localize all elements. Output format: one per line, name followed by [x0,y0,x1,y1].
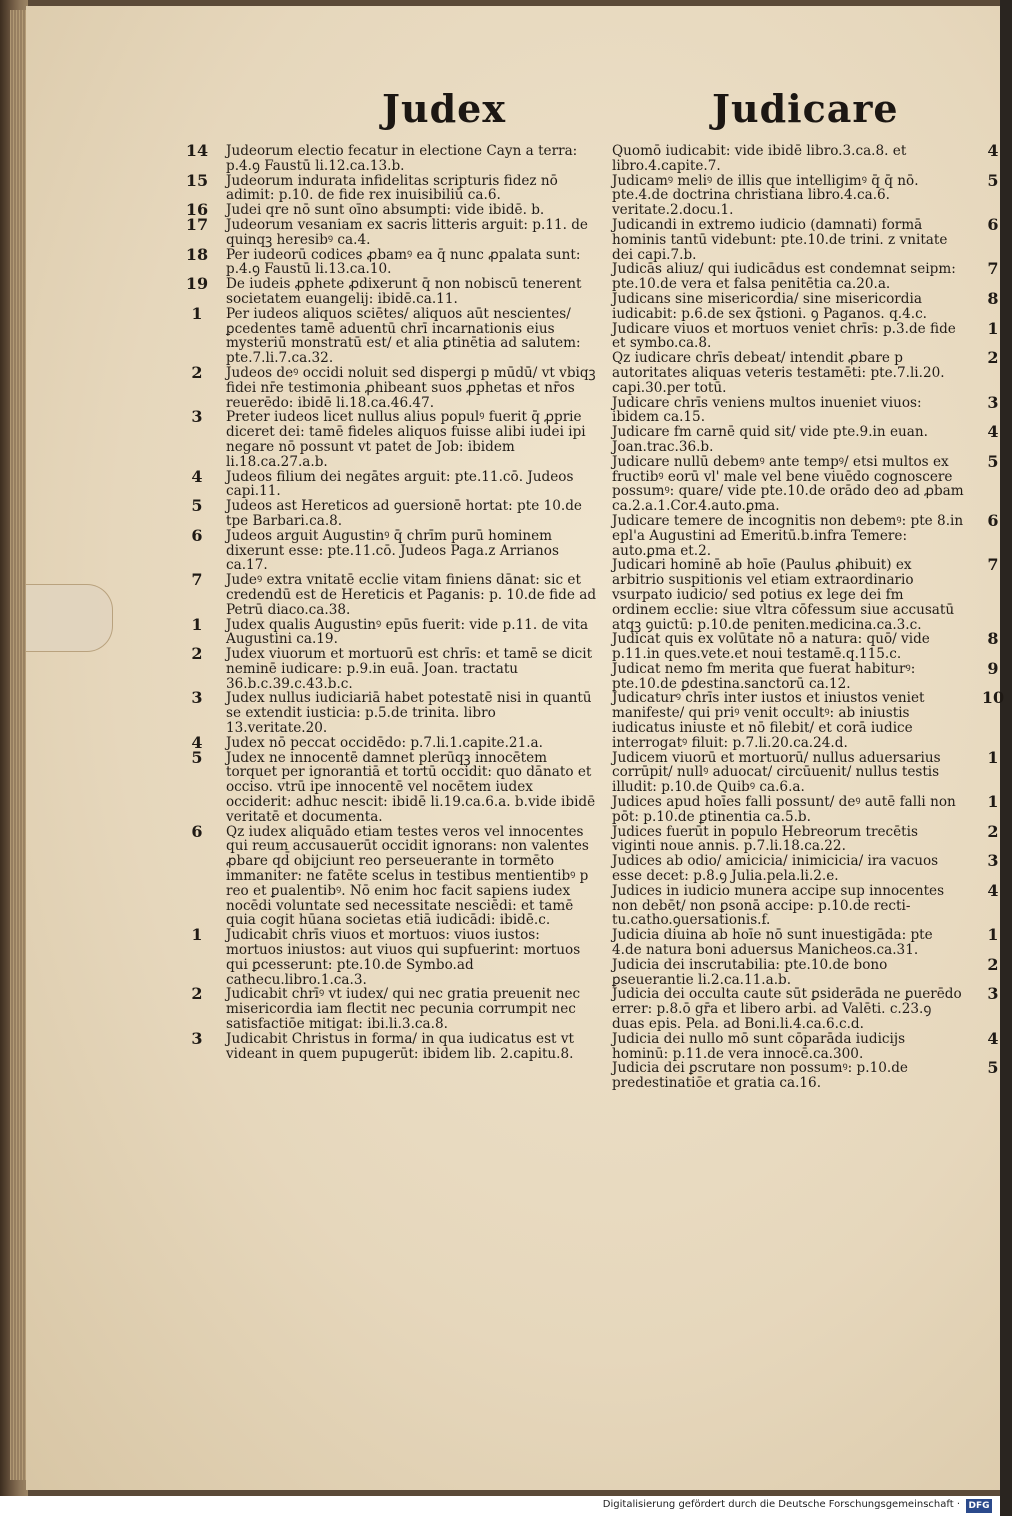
footer-bar [0,1496,1000,1516]
entry-text: Judicia dei occulta caute sūt ꝑsiderāda ne ꝑuerēdo errer: p.8.ō gr̄a et libero arbi. ad Valēti. c.23.ꝯ duas epis. Pela. ad Boni.li.4.ca.6.c.d. [612,986,962,1033]
entry-text: Judicare fm carnē quid sit/ vide pte.9.in euan. Joan.trac.36.b. [612,424,928,455]
index-entry [191,496,598,529]
entry-number: 3 [191,688,203,708]
entry-number: 1 [987,792,999,812]
index-entry [612,792,999,825]
index-entry [612,170,999,219]
entry-text: Judicamꝰ meliꝰ de illis que intelligimꝰ q̄ q̄ nō. pte.4.de doctrina christiana libro.4.ca.6. veritate.2.docu.1. [612,172,919,219]
entry-text: Judicari hominē ab hoīe (Paulus ꝓhibuit) ex arbitrio suspitionis vel etiam extraordinario vsurpato iudicio/ sed potius ex lege dei fm ordinem ecclie: siue vltra cōfessum siue accusatū atqꝫ ꝯuictū: p.10.de peniten.medicina.ca.3.c. [612,557,955,633]
index-entry [185,274,598,307]
index-entry [191,688,598,737]
entry-text: Judicās aliuz/ qui iudicādus est condemnat seipm: pte.10.de vera et falsa penitētia ca.20.a. [612,261,956,293]
index-entry [191,1028,598,1062]
entry-number: 3 [987,392,999,412]
entry-number: 2 [987,821,999,841]
index-entry [612,851,999,885]
bookmark-tab [26,584,113,652]
entry-number: 8 [987,288,999,308]
entry-text: Judeos ast Hereticos ad ꝯuersionē hortat: pte 10.de tpe Barbari.ca.8. [226,498,582,529]
index-entry [191,570,598,618]
entry-number: 2 [191,644,203,664]
index-entry [612,954,999,988]
entry-number: 3 [191,1028,203,1048]
entry-text: Judicabit chrīs viuos et mortuos: viuos iustos: mortuos iniustos: aut viuos qui supfuerint: mortuos qui ꝑcesserunt: pte.10.de Symbo.ad cathecu.libro.1.ca.3. [226,927,581,988]
index-entry [191,525,598,574]
entry-number: 7 [191,570,203,590]
index-entry [191,303,598,367]
index-entry [191,614,598,648]
index-entry [191,466,598,500]
index-entry [612,392,999,426]
entry-number: 10 [981,688,1005,708]
entry-number: 7 [987,259,999,279]
entry-text: Judicat quis ex volūtate nō a natura: quō/ vide p.11.in ques.vete.et noui testamē.q.115.c. [612,631,930,663]
entry-text: Judices apud hoīes falli possunt/ deꝰ autē falli non pōt: p.10.de ꝑtinentia ca.5.b. [612,794,956,825]
entry-text: Judeos deꝰ occidi noluit sed dispergi p mūdū/ vt vbiqꝫ fidei nr̄e testimonia ꝓhibeant suos ꝓphetas et nr̄os reuerēdo: ibidē li.18.ca.46.47. [226,364,596,411]
entry-number: 8 [987,629,999,649]
entry-number: 17 [185,214,209,234]
entry-number: 4 [987,880,999,900]
entry-number: 4 [191,732,203,752]
index-entry [612,1028,999,1062]
entry-number: 9 [987,658,999,678]
index-entry [612,1058,999,1092]
index-entry [612,880,999,929]
entry-text: Judices in iudicio munera accipe sup innocentes non debēt/ non ꝑsonā accipe: p.10.de recti-tu.catho.ꝯuersationis.f. [612,882,945,929]
heading-right: Judicare [712,86,899,131]
entry-number: 19 [185,274,209,294]
entry-text: Judicem viuorū et mortuorū/ nullus aduersarius corrūpit/ nullꝰ aduocat/ circūuenit/ nullus testis illudit: p.10.de Quibꝰ ca.6.a. [612,749,941,796]
entry-number: 4 [987,141,999,160]
entry-number: 4 [191,466,203,486]
index-entry [191,821,598,929]
index-entry [612,925,999,959]
entry-text: Judicare temere de incognitis non debemꝰ: pte 8.in epl'a Augustini ad Emeritū.b.infra Temere: auto.ꝑma et.2. [612,512,964,559]
index-entry [185,200,598,220]
index-entry [185,141,598,174]
index-column-left [185,141,598,1062]
entry-number: 1 [987,318,999,338]
index-entry [191,644,598,692]
entry-text: Judex nō peccat occidēdo: p.7.li.1.capite.21.a. [226,734,543,751]
index-entry [612,658,999,692]
entry-text: Judicare nullū debemꝰ ante tempꝰ/ etsi multos ex fructibꝰ eorū vl' male vel bene viuēdo cognoscere possumꝰ: quare/ vide pte.10.de orādo deo ad ꝓbam ca.2.a.1.Cor.4.auto.ꝑma. [612,453,964,515]
entry-text: Qz iudicare chrīs debeat/ intendit ꝓbare p autoritates aliquas veteris testamēti: pte.7.li.20. capi.30.per totū. [612,350,945,396]
index-entry [612,747,999,796]
entry-number: 5 [987,1058,999,1078]
index-entry [185,244,598,278]
entry-text: Per iudeos aliquos sciētes/ aliquos aūt nescientes/ ꝑcedentes tamē aduentū chrī incarnationis eius mysteriū monstratū est/ et alia ꝑtinētia ad salutem: pte.7.li.7.ca.32. [226,305,581,367]
entry-text: Judicans sine misericordia/ sine misericordia iudicabit: p.6.de sex q̄stioni. ꝯ Paganos. q.4.c. [612,290,928,322]
book-page [26,6,1005,1490]
entry-text: Judices ab odio/ amicicia/ inimicicia/ ira vacuos esse decet: p.8.ꝯ Julia.pela.li.2.e. [612,853,939,885]
index-column-right [612,141,1005,1092]
entry-text: De iudeis ꝓphete ꝓdixerunt q̄ non nobiscū tenerent societatem euangelij: ibidē.ca.11. [226,276,582,307]
entry-text: Judicandi in extremo iudicio (damnati) formā hominis tantū videbunt: pte.10.de trini. z vnitate dei capi.7.b. [612,216,948,263]
index-entry [612,510,999,559]
entry-text: Judices fuerūt in populo Hebreorum trecētis viginti noue annis. p.7.li.18.ca.22. [612,823,918,855]
entry-text: Judicia dei inscrutabilia: pte.10.de bono ꝑseuerantie li.2.ca.11.a.b. [612,956,888,988]
entry-number: 1 [191,614,203,634]
entry-number: 15 [185,170,209,190]
entry-text: Preter iudeos licet nullus alius populꝰ fuerit q̄ ꝓprie diceret dei: tamē fideles aliquos fuisse alibi iudei ipi negare nō possunt vt patet de Job: ibidem li.18.ca.27.a.b. [226,409,586,470]
entry-number: 2 [191,362,203,382]
entry-number: 4 [987,422,999,442]
heading-left: Judex [382,86,507,131]
entry-text: Judei qre nō sunt oīno absumpti: vide ibidē. b. [226,202,545,219]
index-entry [612,318,999,352]
entry-text: Qz iudex aliquādo etiam testes veros vel innocentes qui reum accusauerūt occidit ignorans: non valentes ꝓbare qd̄ obijciunt reo perseuerante in tormēto immaniter: ne fatēte scelus in testibus mentientibꝰ p reo et ꝑualentibꝰ. Nō enim hoc facit sapiens iudex nocēdi voluntate sed necessitate nesciēdi: et tamē quia cogit hūana societas etiā iudicādi: ibidē.c. [226,823,589,929]
entry-number: 5 [191,747,203,767]
entry-number: 2 [987,954,999,974]
entry-text: Judeorum electio fecatur in electione Cayn a terra: p.4.ꝯ Faustū li.12.ca.13.b. [226,143,578,174]
index-entry [612,288,999,322]
index-entry [185,170,598,204]
entry-text: Judicare chrīs veniens multos inueniet viuos: ibidem ca.15. [612,394,922,426]
index-entry [612,141,999,174]
index-entry [191,362,598,411]
entry-text: Quomō iudicabit: vide ibidē libro.3.ca.8. et libro.4.capite.7. [612,143,907,174]
entry-number: 2 [191,984,203,1004]
entry-text: Judicare viuos et mortuos veniet chrīs: p.3.de fide et symbo.ca.8. [612,320,956,352]
entry-text: Judicia dei ꝑscrutare non possumꝰ: p.10.de predestinatiōe et gratia ca.16. [612,1060,908,1092]
entry-number: 2 [987,348,999,368]
index-entry [612,688,1005,751]
index-entry [612,422,999,455]
entry-number: 1 [987,925,999,945]
index-entry [612,629,999,663]
index-entry [612,348,999,396]
index-entry [612,821,999,855]
index-entry [191,984,598,1033]
entry-text: Judex nullus iudiciariā habet potestatē nisi in quantū se extendit iusticia: p.5.de trinita. libro 13.veritate.20. [226,690,592,737]
entry-text: Judex qualis Augustinꝰ epūs fuerit: vide p.11. de vita Augustini ca.19. [226,616,589,648]
index-entry [191,925,598,988]
entry-text: Judicia diuina ab hoīe nō sunt inuestigāda: pte 4.de natura boni aduersus Manicheos.ca.31. [612,927,933,959]
entry-text: Judeos arguit Augustinꝰ q̄ chrīm purū hominem dixerunt esse: pte.11.cō. Judeos Paga.z Arrianos ca.17. [226,527,559,574]
entry-number: 14 [185,141,209,160]
index-entry [612,214,999,263]
entry-text: Judeꝰ extra vnitatē ecclie vitam finiens dānat: sic et credendū est de Hereticis et Paganis: p. 10.de fide ad Petrū diaco.ca.38. [226,572,597,618]
entry-number: 6 [987,510,999,530]
index-entry [612,555,999,633]
entry-number: 6 [191,821,203,841]
index-entry [185,214,598,248]
entry-number: 3 [191,407,203,427]
entry-number: 6 [987,214,999,234]
entry-number: 4 [987,1028,999,1048]
entry-number: 5 [987,170,999,190]
entry-text: Per iudeorū codices ꝓbamꝰ ea q̄ nunc ꝓpalata sunt: p.4.ꝯ Faustū li.13.ca.10. [226,246,581,278]
entry-text: Judicabit Christus in forma/ in qua iudicatus est vt videant in quem pupugerūt: ibidem lib. 2.capitu.8. [226,1030,574,1062]
entry-text: Judicabit chrīꝰ vt iudex/ qui nec gratia preuenit nec misericordia iam flectit nec pecunia corrumpit nec satisfactiōe mitigat: ibi.li.3.ca.8. [226,986,581,1033]
entry-number: 5 [987,451,999,471]
index-entry [612,259,999,293]
entry-text: Judicia dei nullo mō sunt cōparāda iudicijs hominū: p.11.de vera innocē.ca.300. [612,1030,906,1062]
entry-number: 7 [987,555,999,575]
entry-number: 1 [191,303,203,323]
entry-text: Judicat nemo fm merita que fuerat habiturꝰ: pte.10.de ꝑdestina.sanctorū ca.12. [612,660,916,692]
entry-text: Judeorum indurata infidelitas scripturis fidez nō adimit: p.10. de fide rex inuisibiliū ca.6. [226,172,558,204]
entry-number: 5 [191,496,203,516]
entry-text: Judex viuorum et mortuorū est chrīs: et tamē se dicit neminē iudicare: p.9.in euā. Joan. tractatu 36.b.c.39.c.43.b.c. [226,646,593,692]
entry-number: 3 [987,851,999,871]
footer-credit: Digitalisierung gefördert durch die Deutsche Forschungsgemeinschaft · [602,1499,960,1510]
entry-number: 6 [191,525,203,545]
dfg-logo: DFG [966,1499,992,1513]
entry-number: 16 [185,200,209,220]
entry-text: Judeorum vesaniam ex sacris litteris arguit: p.11. de quinqꝫ heresibꝰ ca.4. [226,216,588,248]
entry-number: 1 [987,747,999,767]
entry-text: Judeos filium dei negātes arguit: pte.11.cō. Judeos capi.11. [226,468,574,500]
entry-number: 1 [191,925,203,945]
index-entry [191,407,598,470]
index-entry [612,451,999,515]
entry-number: 3 [987,984,999,1004]
entry-text: Judex ne innocentē damnet plerūqꝫ innocētem torquet per ignorantiā et tortū occidit: quo dānato et occiso. vtrū ipe innocentē vel nocētem iudex occiderit: adhuc nescit: ibidē li.19.ca.6.a. b.vide ibidē veritatē et documenta. [226,749,596,825]
index-entry [191,732,598,752]
index-entry [612,984,999,1033]
index-entry [191,747,598,825]
entry-text: Judicaturꝰ chrīs inter iustos et iniustos veniet manifeste/ qui priꝰ venit occultꝰ: ab iniustis iudicatus iniuste et nō filebit/ et corā iudice interrogatꝰ filuit: p.7.li.20.ca.24.d. [612,690,925,751]
entry-number: 18 [185,244,209,264]
